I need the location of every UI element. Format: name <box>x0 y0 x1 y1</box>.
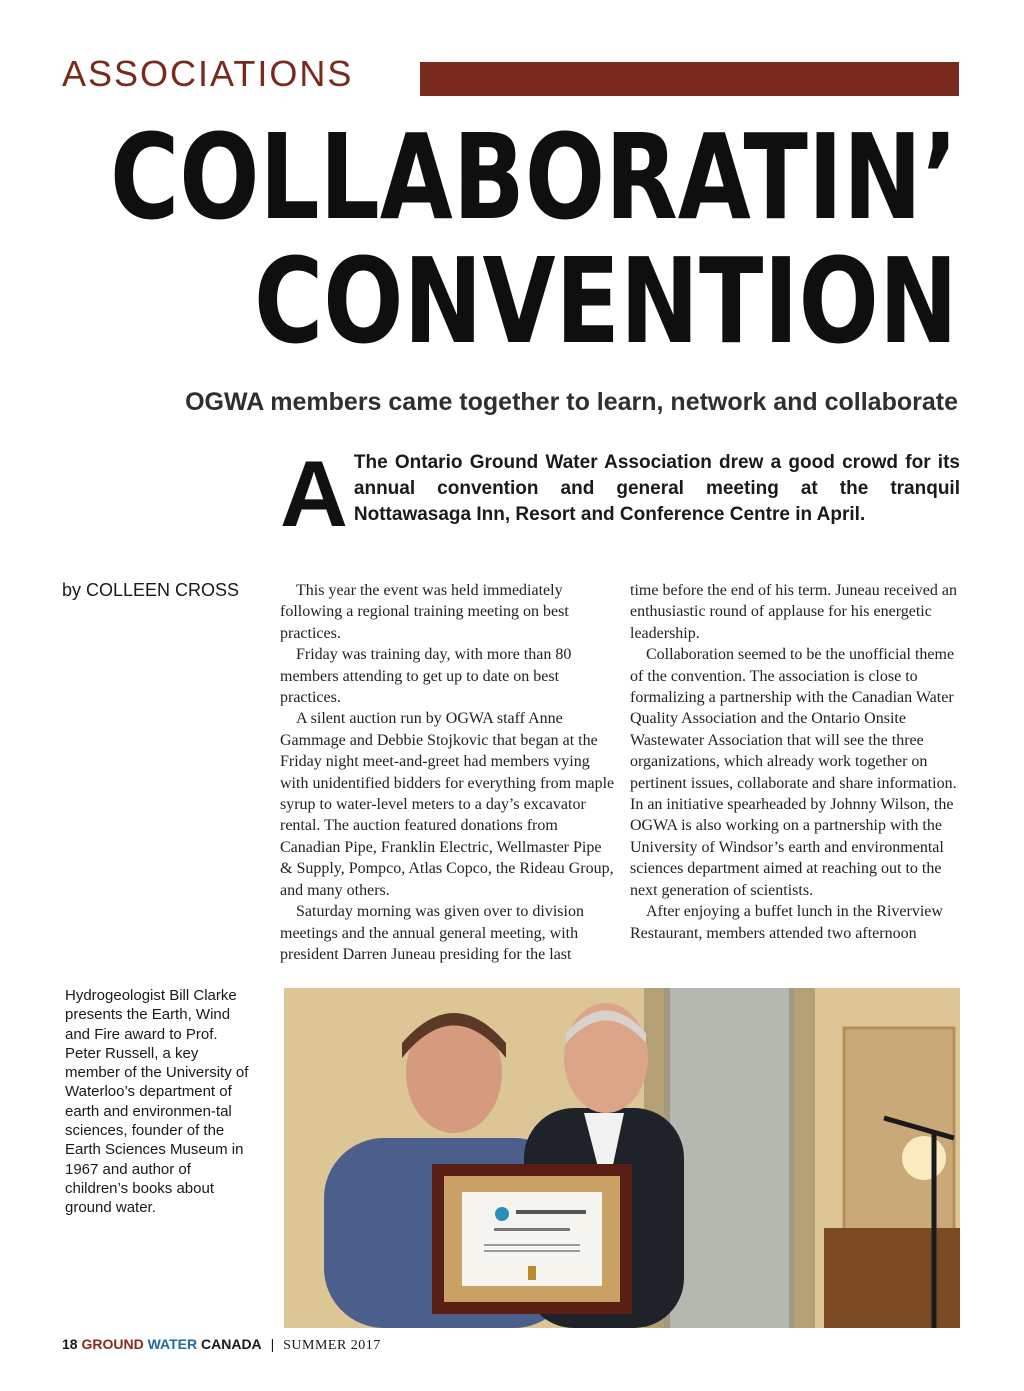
magazine-name-canada: CANADA <box>201 1336 262 1352</box>
body-column-2 <box>630 580 965 944</box>
body-paragraph: After enjoying a buffet lunch in the Riverview Restaurant, members attended two afternoon <box>630 903 943 942</box>
intro-paragraph <box>280 441 960 546</box>
body-paragraph: Saturday morning was given over to division meetings and the annual general meeting, with president Darren Juneau presiding for the last <box>280 903 584 963</box>
award-photo-illustration <box>284 988 960 1328</box>
issue-date: SUMMER 2017 <box>283 1338 381 1353</box>
body-paragraph: Collaboration seemed to be the unofficial theme of the convention. The association is close to formalizing a partnership with the Canadian Water Quality Association and the Ontario Onsite Wastewater Association that will see the three organizations, which already work together on pertinent issues, collaborate and share information. In an initiative spearheaded by Johnny Wilson, the OGWA is also working on a partnership with the University of Windsor’s earth and environmental sciences department aimed at reaching out to the next generation of scientists. <box>630 646 957 899</box>
section-label: ASSOCIATIONS <box>62 53 354 94</box>
section-bar <box>420 62 959 96</box>
intro-text: The Ontario Ground Water Association drew a good crowd for its annual convention and general meeting at the tranquil Nottawasaga Inn, Resort and Conference Centre in April. <box>353 452 960 525</box>
byline: by COLLEEN CROSS <box>62 580 240 600</box>
award-photo <box>284 988 960 1328</box>
deck-subtitle: OGWA members came together to learn, network and collaborate <box>185 388 958 416</box>
page-number: 18 <box>62 1336 78 1352</box>
body-column-1 <box>280 580 615 965</box>
body-paragraph: This year the event was held immediately following a regional training meeting on best practices. <box>280 582 569 642</box>
body-paragraph: A silent auction run by OGWA staff Anne Gammage and Debbie Stojkovic that began at the Friday night meet-and-greet had members vying with unidentified bidders for everything from maple syrup to water-level meters to a day’s excavator rental. The auction featured donations from Canadian Pipe, Franklin Electric, Wellmaster Pipe & Supply, Pompco, Atlas Copco, the Rideau Group, and many others. <box>280 710 615 899</box>
page-footer <box>62 1336 381 1354</box>
magazine-name-water: WATER <box>147 1336 198 1352</box>
magazine-name-ground: GROUND <box>81 1336 144 1352</box>
photo-caption: Hydrogeologist Bill Clarke presents the Earth, Wind and Fire award to Prof. Peter Russell, a key member of the University of Waterloo’s department of earth and environmen-tal sciences, founder of the Earth Sciences Museum in 1967 and author of children’s books about ground water. <box>65 987 249 1217</box>
headline-line-2: CONVENTION <box>254 232 958 370</box>
headline-line-1: COLLABORATIN’ <box>110 108 958 246</box>
footer-separator: | <box>270 1336 275 1352</box>
body-paragraph: Friday was training day, with more than 80 members attending to get up to date on best practices. <box>280 646 572 707</box>
body-paragraph: time before the end of his term. Juneau received an enthusiastic round of applause for his energetic leadership. <box>630 582 957 642</box>
drop-cap: A <box>280 441 348 546</box>
